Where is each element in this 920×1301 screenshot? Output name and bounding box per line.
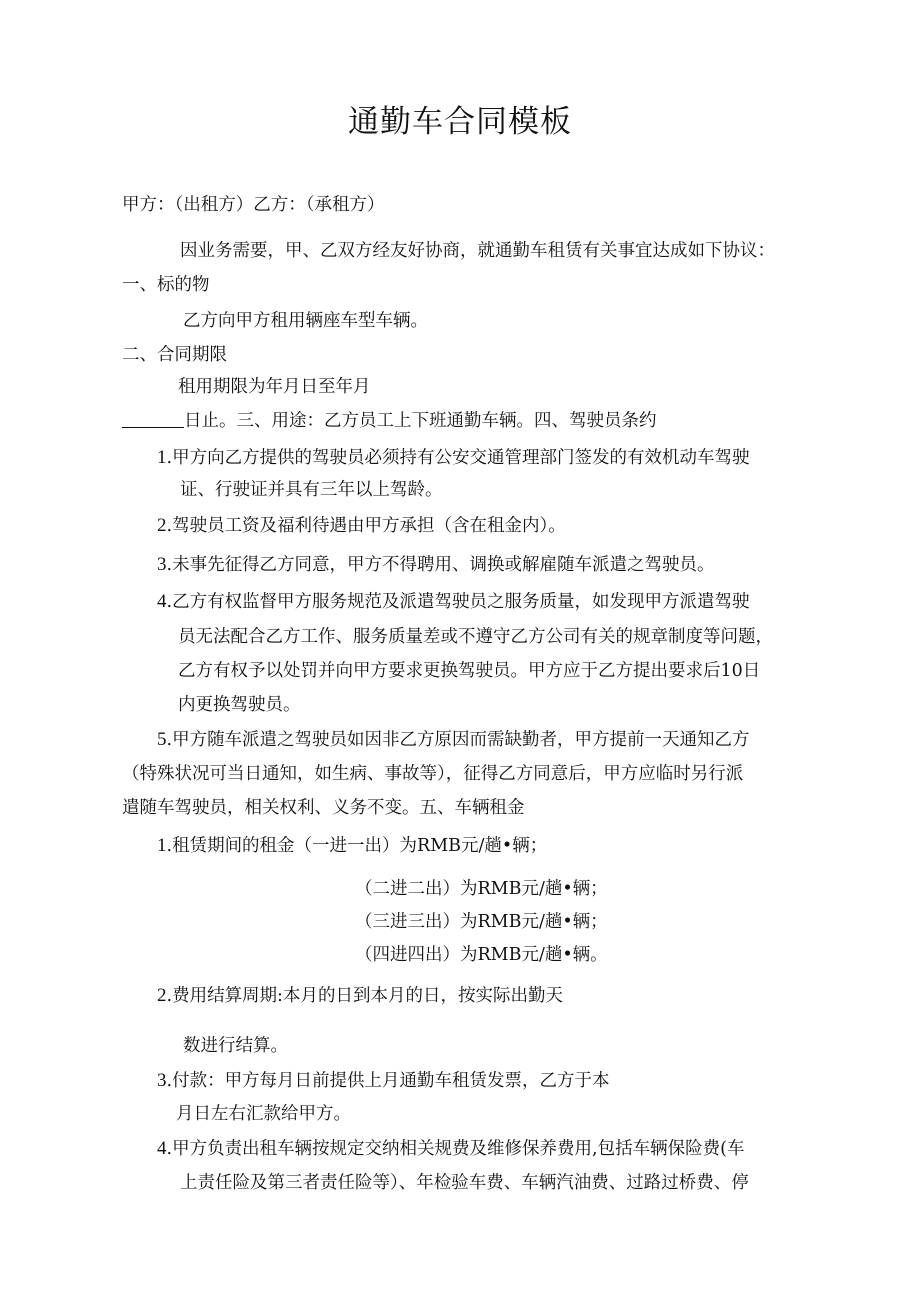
driver-item-5-line-3: 遣随车驾驶员，相关权利、义务不变。五、车辆租金: [122, 798, 525, 818]
item-text: .付款：甲方每月日前提供上月通勤车租赁发票，乙方于本: [166, 1071, 610, 1091]
rent-item-1-line-1: [157, 833, 547, 859]
item-number: 3: [157, 554, 167, 575]
section-body-subject: 乙方向甲方租用辆座车型车辆。: [183, 311, 428, 331]
document-title: 通勤车合同模板: [348, 104, 572, 140]
driver-item-4-line-4: 内更换驾驶员。: [178, 695, 301, 715]
item-text: .费用结算周期:本月的日到本月的日，按实际出勤天: [166, 986, 563, 1006]
rent-item-1-line-4: （四进四出）为RMB元/趟•辆。: [355, 945, 608, 965]
item-text: .乙方有权监督甲方服务规范及派遣驾驶员之服务质量，如发现甲方派遣驾驶: [166, 592, 750, 612]
section-body-term: 租用期限为年月日至年月: [178, 377, 371, 397]
driver-item-4-line-2: 员无法配合乙方工作、服务质量差或不遵守乙方公司有关的规章制度等问题，: [178, 627, 773, 647]
item-text: .未事先征得乙方同意，甲方不得聘用、调换或解雇随车派遣之驾驶员。: [166, 555, 715, 575]
rent-item-1-line-3: （三进三出）为RMB元/趟•辆；: [355, 912, 608, 932]
driver-item-1-line-2: 证、行驶证并具有三年以上驾龄。: [180, 480, 443, 500]
rent-item-2-line-2: 数进行结算。: [183, 1036, 288, 1056]
rent-item-3-line-2: 月日左右汇款给甲方。: [176, 1104, 351, 1124]
term-continuation-line: [122, 408, 657, 434]
driver-item-5-line-2: （特殊状况可当日通知，如生病、事故等），征得乙方同意后，甲方应临时另行派: [122, 764, 744, 784]
item-text: .租赁期间的租金（一进一出）为RMB元/趟•辆；: [166, 836, 548, 856]
section-heading-subject: 一、标的物: [122, 275, 210, 295]
item-number: 1: [157, 447, 167, 468]
item-number: 2: [157, 515, 167, 536]
driver-item-4-line-1: [157, 589, 750, 615]
driver-item-1-line-1: [157, 445, 750, 471]
driver-item-2-line-1: [157, 513, 566, 539]
item-number: 4: [157, 1138, 167, 1159]
blank-underline: [122, 409, 184, 428]
rent-item-4-line-2: 上责任险及第三者责任险等）、年检验车费、车辆汽油费、过路过桥费、停: [180, 1173, 749, 1193]
rent-item-3-line-1: [157, 1068, 610, 1094]
driver-item-3-line-1: [157, 552, 715, 578]
intro-paragraph: 因业务需要，甲、乙双方经友好协商，就通勤车租赁有关事宜达成如下协议：: [180, 241, 775, 261]
rent-item-2-line-1: [157, 983, 563, 1009]
item-number: 2: [157, 985, 167, 1006]
item-number: 5: [157, 729, 167, 750]
driver-item-4-line-3: 乙方有权予以处罚并向甲方要求更换驾驶员。甲方应于乙方提出要求后10日: [178, 661, 761, 681]
item-number: 1: [157, 835, 167, 856]
rent-item-1-line-2: （二进二出）为RMB元/趟•辆；: [355, 879, 608, 899]
rent-item-4-line-1: [157, 1136, 744, 1162]
driver-item-5-line-1: [157, 727, 750, 753]
item-number: 4: [157, 591, 167, 612]
item-text: .甲方向乙方提供的驾驶员必须持有公安交通管理部门签发的有效机动车驾驶: [166, 448, 750, 468]
item-text: .驾驶员工资及福利待遇由甲方承担（含在租金内）。: [166, 516, 566, 536]
item-text: .甲方负责出租车辆按规定交纳相关规费及维修保养费用,包括车辆保险费(车: [166, 1139, 745, 1159]
parties-line: 甲方：（出租方）乙方：（承租方）: [122, 195, 385, 215]
item-text: .甲方随车派遣之驾驶员如因非乙方原因而需缺勤者，甲方提前一天通知乙方: [166, 730, 750, 750]
section-heading-term: 二、合同期限: [122, 345, 227, 365]
term-continuation-text: 日止。三、用途：乙方员工上下班通勤车辆。四、驾驶员条约: [184, 411, 657, 431]
item-number: 3: [157, 1070, 167, 1091]
